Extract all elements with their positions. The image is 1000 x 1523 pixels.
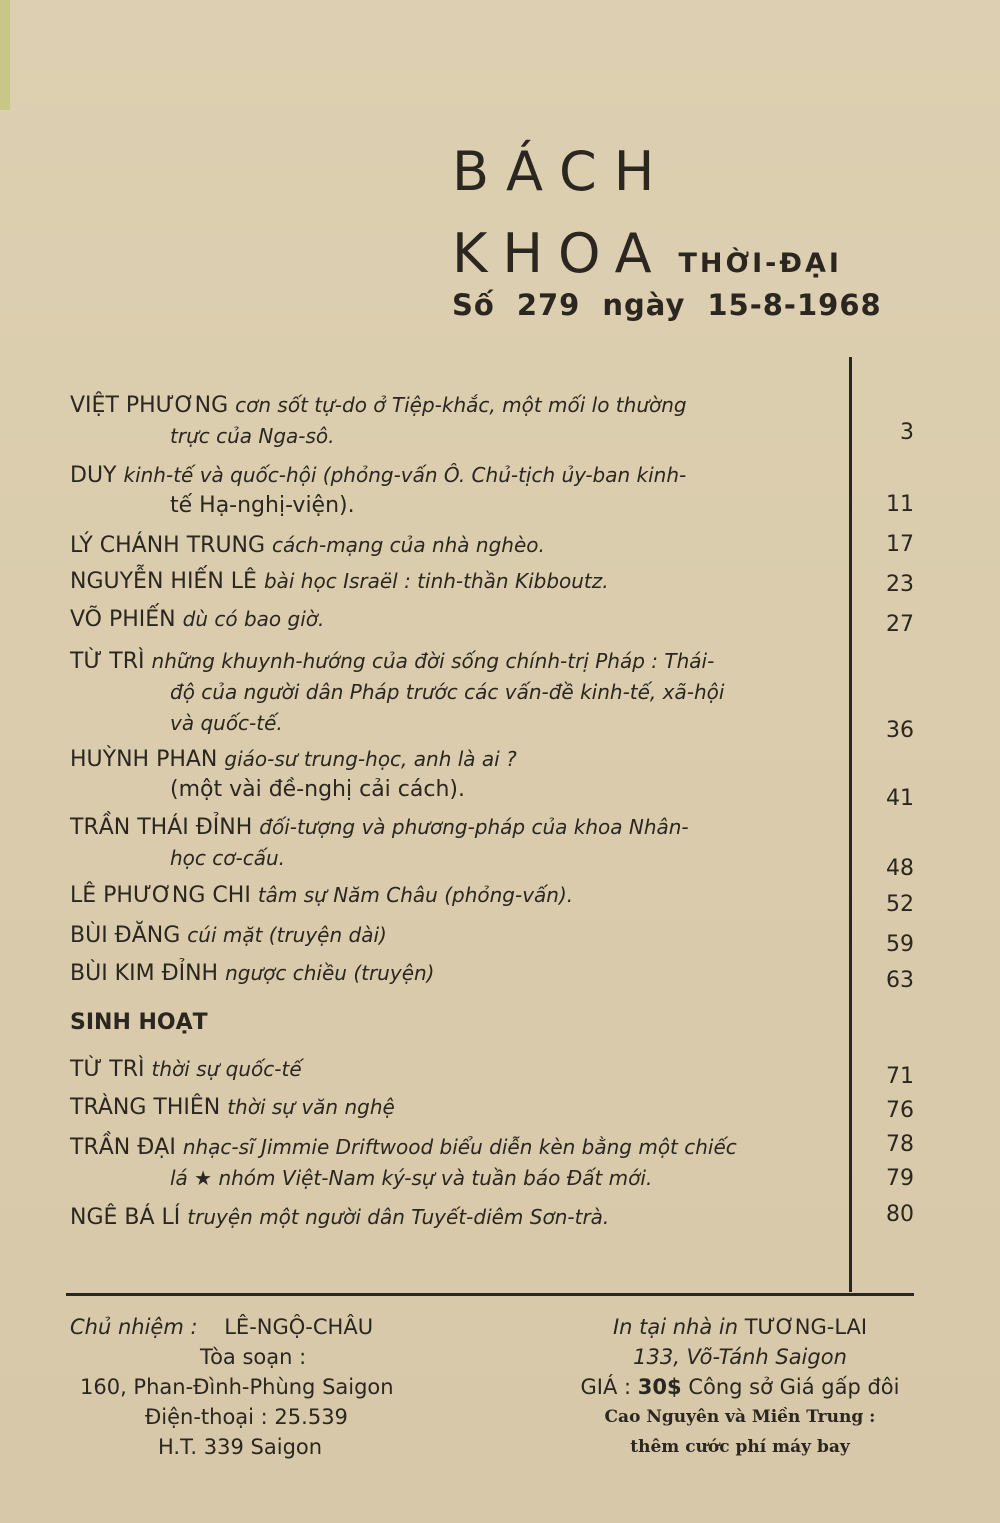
toc-page-number: 76	[886, 1098, 914, 1123]
toc-title-cont: độ của người dân Pháp trước các vấn-đề kinh-tế, xã-hội	[170, 680, 725, 704]
toc-title: truyện một người dân Tuyết-diêm Sơn-trà.	[187, 1205, 610, 1229]
toc-title-cont: (một vài đề-nghị cải cách).	[170, 777, 465, 802]
toc-title: những khuynh-hướng của đời sống chính-trị Pháp : Thái-	[151, 649, 715, 673]
price-note: Công sở Giá gấp đôi	[688, 1375, 900, 1399]
toc-page-number: 11	[886, 492, 914, 517]
toc-title: thời sự quốc-tế	[151, 1057, 302, 1081]
office-label: Tòa soạn :	[200, 1345, 307, 1369]
toc-title: nhạc-sĩ Jimmie Driftwood biểu diễn kèn bằng một chiếc	[182, 1135, 737, 1159]
toc-entry	[70, 1054, 830, 1085]
toc-entry	[70, 646, 830, 739]
toc-entry	[70, 958, 830, 989]
toc-page-number: 63	[886, 968, 914, 993]
toc-author: BÙI KIM ĐỈNH	[70, 961, 219, 986]
toc-page-number: 36	[886, 718, 914, 743]
toc-entry	[70, 1092, 830, 1123]
airmail-note: thêm cước phí máy bay	[630, 1437, 850, 1457]
regions-note: Cao Nguyên và Miền Trung :	[604, 1407, 876, 1427]
toc-entry	[70, 460, 830, 521]
title-main: KHOA	[452, 222, 667, 285]
toc-page-number: 23	[886, 572, 914, 597]
toc-entry	[70, 920, 830, 951]
toc-entry	[70, 812, 830, 874]
toc-title: cách-mạng của nhà nghèo.	[272, 533, 545, 557]
director-label: Chủ nhiệm :	[70, 1315, 198, 1339]
price-label: GIÁ :	[580, 1375, 632, 1399]
printer-name: TƯƠNG-LAI	[744, 1315, 868, 1339]
toc-author: TRÀNG THIÊN	[70, 1095, 221, 1120]
toc-page-number: 79	[886, 1166, 914, 1191]
toc-title: ngược chiều (truyện)	[225, 961, 435, 985]
office-address: 160, Phan-Đình-Phùng Saigon	[80, 1375, 394, 1399]
toc-title: cơn sốt tự-do ở Tiệp-khắc, một mối lo thường	[235, 393, 687, 417]
director-name: LÊ-NGỘ-CHÂU	[224, 1315, 374, 1339]
toc-page-number: 3	[900, 420, 914, 445]
toc-entry	[70, 530, 830, 561]
title-line-1: BÁCH	[452, 140, 672, 203]
toc-author: VIỆT PHƯƠNG	[70, 393, 229, 418]
toc-entry	[70, 390, 830, 452]
toc-entry	[70, 604, 830, 635]
toc-author: TRẦN THÁI ĐỈNH	[70, 815, 253, 840]
toc-entry	[70, 744, 830, 805]
price-value: 30$	[637, 1375, 682, 1399]
toc-title-cont: tế Hạ-nghị-viện).	[170, 493, 355, 518]
editorial-info	[70, 1312, 450, 1462]
horizontal-divider	[66, 1293, 914, 1296]
toc-author: HUỲNH PHAN	[70, 747, 218, 772]
toc-page-number: 48	[886, 856, 914, 881]
po-box: H.T. 339 Saigon	[158, 1435, 323, 1459]
masthead	[452, 140, 952, 322]
toc-title: bài học Israël : tinh-thần Kibboutz.	[263, 569, 609, 593]
printer-address: 133, Võ-Tánh Saigon	[633, 1345, 847, 1369]
vertical-divider	[849, 357, 852, 1292]
toc-author: TỪ TRÌ	[70, 1057, 145, 1082]
toc-title-cont: và quốc-tế.	[170, 711, 283, 735]
toc-author: LÝ CHÁNH TRUNG	[70, 533, 266, 558]
phone: Điện-thoại : 25.539	[145, 1405, 348, 1429]
toc-title-cont: học cơ-cấu.	[170, 846, 285, 870]
toc-title: đối-tượng và phương-pháp của khoa Nhân-	[259, 815, 689, 839]
toc-title: giáo-sư trung-học, anh là ai ?	[224, 747, 517, 771]
title-line-2	[452, 222, 842, 296]
toc-page-number: 52	[886, 892, 914, 917]
toc-author: LÊ PHƯƠNG CHI	[70, 883, 251, 908]
toc-author: NGUYỄN HIẾN LÊ	[70, 569, 257, 594]
paper-stain	[0, 0, 10, 110]
toc-page-number: 27	[886, 612, 914, 637]
issue-date: 15-8-1968	[707, 288, 882, 322]
toc-page-number: 71	[886, 1064, 914, 1089]
printer-info	[540, 1312, 940, 1462]
toc-entry	[70, 566, 830, 597]
title-subtitle: THỜI-ĐẠI	[678, 248, 842, 279]
toc-title: cúi mặt (truyện dài)	[187, 923, 387, 947]
toc-author: BÙI ĐĂNG	[70, 923, 181, 948]
toc-author: VÕ PHIẾN	[70, 607, 176, 632]
toc-title: tâm sự Năm Châu (phỏng-vấn).	[257, 883, 574, 907]
toc-page-number: 41	[886, 786, 914, 811]
toc-entry	[70, 880, 830, 911]
toc-entry	[70, 1202, 830, 1233]
toc-title: dù có bao giờ.	[182, 607, 325, 631]
toc-page-number: 78	[886, 1132, 914, 1157]
toc-author: TỪ TRÌ	[70, 649, 145, 674]
toc-author: TRẦN ĐẠI	[70, 1135, 176, 1160]
toc-author: DUY	[70, 463, 117, 488]
issue-line	[452, 288, 882, 322]
issue-number: 279	[516, 288, 581, 322]
toc-title: thời sự văn nghệ	[227, 1095, 395, 1119]
toc-page-number: 17	[886, 532, 914, 557]
toc-page-number: 59	[886, 932, 914, 957]
toc-page-number: 80	[886, 1202, 914, 1227]
toc-author: NGÊ BÁ LÍ	[70, 1205, 181, 1230]
date-label: ngày	[602, 288, 686, 322]
toc-title-cont: lá ★ nhóm Việt-Nam ký-sự và tuần báo Đất mới.	[170, 1166, 653, 1190]
printer-label: In tại nhà in	[612, 1315, 739, 1339]
toc-title-cont: trực của Nga-sô.	[170, 424, 335, 448]
toc-title: kinh-tế và quốc-hội (phỏng-vấn Ô. Chủ-tịch ủy-ban kinh-	[123, 463, 687, 487]
issue-label: Số	[452, 288, 495, 322]
section-heading: SINH HOẠT	[70, 1010, 208, 1035]
toc-entry	[70, 1132, 830, 1194]
